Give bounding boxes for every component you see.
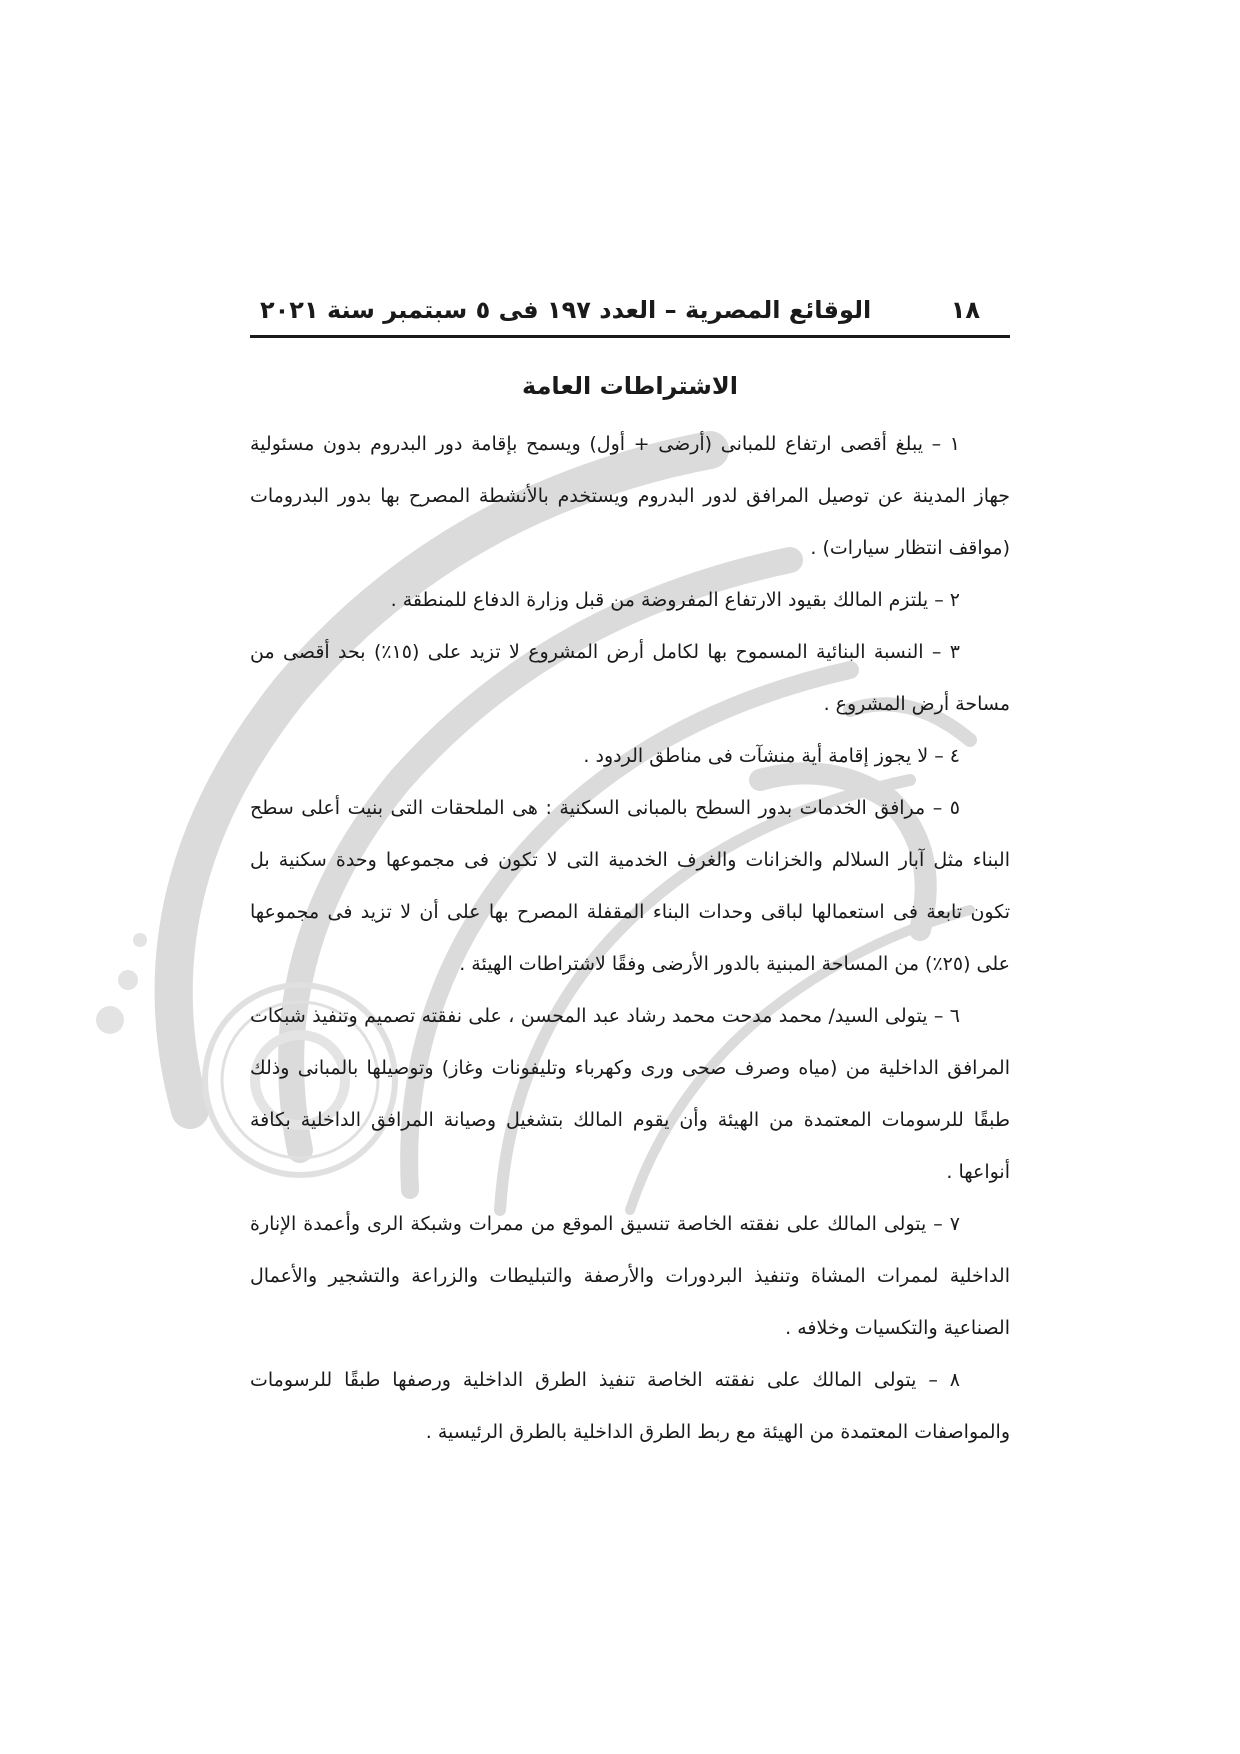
- page-header: [250, 285, 1010, 338]
- clauses-body: [250, 418, 1010, 1458]
- clause-6: ٦ – يتولى السيد/ محمد مدحت محمد رشاد عبد المحسن ، على نفقته تصميم وتنفيذ شبكات المرافق الداخلية من (مياه وصرف صحى ورى وكهرباء وتليفونات وغاز) وتوصيلها بالمبانى وذلك طبقًا للرسومات المعتمدة من الهيئة وأن يقوم المالك بتشغيل وصيانة المرافق الداخلية بكافة أنواعها .: [250, 1005, 1010, 1183]
- clause-5: ٥ – مرافق الخدمات بدور السطح بالمبانى السكنية : هى الملحقات التى بنيت أعلى سطح البناء مثل آبار السلالم والخزانات والغرف الخدمية التى لا تكون فى مجموعها وحدة سكنية بل تكون تابعة فى استعمالها لباقى وحدات البناء المقفلة المصرح بها على أن لا تزيد فى مجموعها على (٢٥٪) من المساحة المبنية بالدور الأرضى وفقًا لاشتراطات الهيئة .: [250, 797, 1010, 975]
- clause-3: ٣ – النسبة البنائية المسموح بها لكامل أرض المشروع لا تزيد على (١٥٪) بحد أقصى من مساحة أرض المشروع .: [250, 641, 1010, 715]
- clause-8: ٨ – يتولى المالك على نفقته الخاصة تنفيذ الطرق الداخلية ورصفها طبقًا للرسومات والمواصفات المعتمدة من الهيئة مع ربط الطرق الداخلية بالطرق الرئيسية .: [250, 1369, 1010, 1443]
- clause-1: ١ – يبلغ أقصى ارتفاع للمبانى (أرضى + أول) ويسمح بإقامة دور البدروم بدون مسئولية جهاز المدينة عن توصيل المرافق لدور البدروم ويستخدم بالأنشطة المصرح بها بدور البدرومات (مواقف انتظار سيارات) .: [250, 433, 1010, 559]
- clause-4: ٤ – لا يجوز إقامة أية منشآت فى مناطق الردود .: [583, 745, 960, 767]
- publication-line: الوقائع المصرية – العدد ١٩٧ فى ٥ سبتمبر سنة ٢٠٢١: [260, 296, 872, 324]
- clause-7: ٧ – يتولى المالك على نفقته الخاصة تنسيق الموقع من ممرات وشبكة الرى وأعمدة الإنارة الداخلية لممرات المشاة وتنفيذ البردورات والأرصفة والتبليطات والزراعة والتشجير والأعمال الصناعية والتكسيات وخلافه .: [250, 1213, 1010, 1339]
- page-number: ١٨: [950, 296, 980, 324]
- section-title: الاشتراطات العامة: [522, 372, 738, 400]
- clause-2: ٢ – يلتزم المالك بقيود الارتفاع المفروضة من قبل وزارة الدفاع للمنطقة .: [390, 589, 960, 611]
